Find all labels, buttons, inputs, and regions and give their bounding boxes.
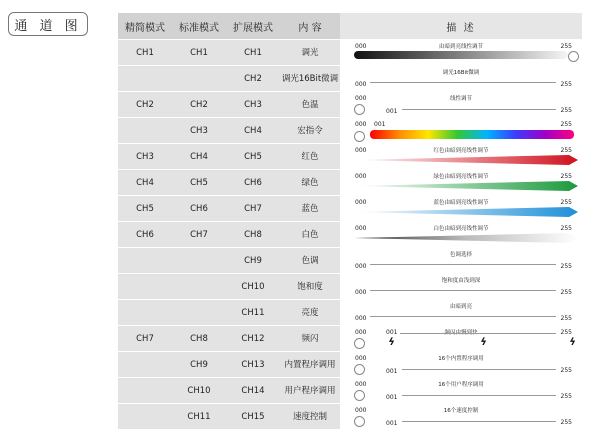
range-line bbox=[402, 369, 556, 370]
color-gradient-wedge bbox=[354, 207, 578, 217]
description-label bbox=[340, 328, 582, 336]
cell-content: 宏指令 bbox=[280, 118, 340, 144]
cell-content: 色调 bbox=[280, 248, 340, 274]
cell-standard: CH10 bbox=[172, 378, 226, 404]
header-simple-mode: 精简模式 bbox=[118, 13, 172, 40]
color-gradient-wedge bbox=[354, 155, 578, 165]
cell-content: 用户程序调用 bbox=[280, 378, 340, 404]
table-row bbox=[118, 404, 582, 430]
header-content: 内 容 bbox=[280, 13, 340, 40]
cell-content: 蓝色 bbox=[280, 196, 340, 222]
description-label: 红色由暗到亮线性调节 bbox=[433, 148, 489, 154]
description-label: 16个用户程序调用 bbox=[438, 382, 484, 388]
max-value: 255 bbox=[560, 43, 572, 50]
lightning-fast-icon: ϟ bbox=[568, 337, 578, 348]
cell-extended: CH13 bbox=[226, 352, 280, 378]
table-row bbox=[118, 274, 582, 300]
cell-content: 频闪 bbox=[280, 326, 340, 352]
max-value: 255 bbox=[560, 173, 572, 180]
cell-extended: CH8 bbox=[226, 222, 280, 248]
cell-extended: CH12 bbox=[226, 326, 280, 352]
max-value: 255 bbox=[560, 367, 572, 374]
channel-table bbox=[118, 13, 582, 430]
cell-description bbox=[340, 352, 582, 378]
cell-extended: CH6 bbox=[226, 170, 280, 196]
rainbow-gradient-bar bbox=[370, 130, 574, 139]
cell-extended: CH14 bbox=[226, 378, 280, 404]
cell-simple bbox=[118, 66, 172, 92]
table-row bbox=[118, 300, 582, 326]
min-value: 000 bbox=[355, 173, 367, 180]
cell-content: 速度控制 bbox=[280, 404, 340, 430]
table-row bbox=[118, 66, 582, 92]
range-line bbox=[370, 264, 556, 265]
cell-content: 色温 bbox=[280, 92, 340, 118]
start-circle-icon bbox=[354, 338, 365, 349]
table-row bbox=[118, 170, 582, 196]
table-row bbox=[118, 326, 582, 352]
cell-description bbox=[340, 66, 582, 92]
table-row bbox=[118, 40, 582, 66]
cell-standard: CH7 bbox=[172, 222, 226, 248]
max-value: 255 bbox=[560, 263, 572, 270]
description-label: 饱和度由浅到深 bbox=[441, 278, 481, 284]
table-row bbox=[118, 248, 582, 274]
step-value: 001 bbox=[386, 368, 398, 375]
cell-description bbox=[340, 300, 582, 326]
cell-description bbox=[340, 222, 582, 248]
cell-description bbox=[340, 40, 582, 66]
cell-extended: CH1 bbox=[226, 40, 280, 66]
header-row bbox=[118, 13, 582, 40]
cell-description bbox=[340, 248, 582, 274]
description-label: 16个内置程序调用 bbox=[438, 356, 484, 362]
range-line bbox=[370, 316, 556, 317]
cell-simple: CH4 bbox=[118, 170, 172, 196]
cell-simple bbox=[118, 404, 172, 430]
start-circle-icon bbox=[354, 364, 365, 375]
min-value: 000 bbox=[355, 199, 367, 206]
cell-extended: CH7 bbox=[226, 196, 280, 222]
max-value: 255 bbox=[560, 147, 572, 154]
table-row bbox=[118, 92, 582, 118]
cell-simple bbox=[118, 352, 172, 378]
dim-gradient-bar bbox=[354, 51, 568, 59]
cell-content: 调光16Bit微调 bbox=[280, 66, 340, 92]
cell-description bbox=[340, 118, 582, 144]
color-gradient-wedge bbox=[354, 181, 578, 191]
step-value: 001 bbox=[386, 394, 398, 401]
min-value: 000 bbox=[355, 381, 367, 388]
max-value: 255 bbox=[560, 393, 572, 400]
cell-description bbox=[340, 404, 582, 430]
cell-extended: CH2 bbox=[226, 66, 280, 92]
cell-description bbox=[340, 196, 582, 222]
cell-content: 内置程序调用 bbox=[280, 352, 340, 378]
cell-description bbox=[340, 144, 582, 170]
cell-standard: CH3 bbox=[172, 118, 226, 144]
cell-extended: CH3 bbox=[226, 92, 280, 118]
description-label: 蓝色由暗到亮线性调节 bbox=[433, 200, 489, 206]
min-value: 000 bbox=[355, 121, 367, 128]
cell-simple: CH2 bbox=[118, 92, 172, 118]
slider-knob-icon bbox=[568, 51, 579, 62]
cell-simple: CH5 bbox=[118, 196, 172, 222]
range-line bbox=[402, 109, 556, 110]
table-row bbox=[118, 378, 582, 404]
cell-content: 白色 bbox=[280, 222, 340, 248]
table-row bbox=[118, 352, 582, 378]
description-label: 由暗到亮线性调节 bbox=[438, 44, 483, 50]
cell-standard: CH2 bbox=[172, 92, 226, 118]
max-value: 255 bbox=[560, 419, 572, 426]
cell-standard: CH4 bbox=[172, 144, 226, 170]
max-value: 255 bbox=[560, 81, 572, 88]
max-value: 255 bbox=[560, 121, 572, 128]
table-row bbox=[118, 196, 582, 222]
table-row bbox=[118, 144, 582, 170]
cell-standard: CH1 bbox=[172, 40, 226, 66]
cell-description bbox=[340, 326, 582, 352]
cell-simple: CH1 bbox=[118, 40, 172, 66]
max-value: 255 bbox=[560, 315, 572, 322]
table-row bbox=[118, 118, 582, 144]
header-standard-mode: 标准模式 bbox=[172, 13, 226, 40]
step-value: 001 bbox=[386, 329, 398, 336]
min-value: 000 bbox=[355, 95, 367, 102]
description-label: 调光16Bit微调 bbox=[442, 70, 480, 76]
range-line bbox=[370, 290, 556, 291]
cell-simple bbox=[118, 378, 172, 404]
cell-simple bbox=[118, 274, 172, 300]
description-label: 线性调节 bbox=[449, 96, 472, 102]
range-line bbox=[402, 395, 556, 396]
min-value: 000 bbox=[355, 81, 367, 88]
lightning-slow-icon: ϟ bbox=[386, 337, 396, 348]
step-value: 001 bbox=[374, 121, 386, 128]
cell-content: 调光 bbox=[280, 40, 340, 66]
cell-simple bbox=[118, 118, 172, 144]
range-line bbox=[402, 421, 556, 422]
min-value: 000 bbox=[355, 315, 367, 322]
min-value: 000 bbox=[355, 43, 367, 50]
cell-extended: CH5 bbox=[226, 144, 280, 170]
cell-content: 绿色 bbox=[280, 170, 340, 196]
cell-standard: CH5 bbox=[172, 170, 226, 196]
header-extended-mode: 扩展模式 bbox=[226, 13, 280, 40]
max-value: 255 bbox=[560, 107, 572, 114]
max-value: 255 bbox=[560, 289, 572, 296]
cell-description bbox=[340, 274, 582, 300]
range-line bbox=[400, 333, 556, 334]
cell-extended: CH9 bbox=[226, 248, 280, 274]
step-value: 001 bbox=[386, 108, 398, 115]
cell-standard: CH6 bbox=[172, 196, 226, 222]
description-label: 绿色由暗到亮线性调节 bbox=[433, 174, 489, 180]
table-row bbox=[118, 222, 582, 248]
min-value: 000 bbox=[355, 225, 367, 232]
cell-content: 饱和度 bbox=[280, 274, 340, 300]
description-label: 由暗到亮 bbox=[449, 304, 472, 310]
start-circle-icon bbox=[354, 104, 365, 115]
cell-extended: CH4 bbox=[226, 118, 280, 144]
max-value: 255 bbox=[560, 199, 572, 206]
cell-simple: CH7 bbox=[118, 326, 172, 352]
cell-standard bbox=[172, 248, 226, 274]
range-line bbox=[370, 82, 556, 83]
min-value: 000 bbox=[355, 289, 367, 296]
cell-standard bbox=[172, 274, 226, 300]
min-value: 000 bbox=[355, 407, 367, 414]
cell-simple: CH3 bbox=[118, 144, 172, 170]
max-value: 255 bbox=[560, 329, 572, 336]
cell-standard bbox=[172, 300, 226, 326]
description-label: 16个速度控制 bbox=[443, 408, 479, 414]
cell-simple: CH6 bbox=[118, 222, 172, 248]
cell-extended: CH10 bbox=[226, 274, 280, 300]
cell-standard: CH9 bbox=[172, 352, 226, 378]
channel-diagram-tag: 通 道 图 bbox=[8, 12, 88, 36]
min-value: 000 bbox=[355, 263, 367, 270]
cell-description bbox=[340, 92, 582, 118]
cell-extended: CH11 bbox=[226, 300, 280, 326]
cell-content: 红色 bbox=[280, 144, 340, 170]
header-description: 描 述 bbox=[340, 13, 582, 40]
lightning-mid-icon: ϟ bbox=[478, 337, 488, 348]
max-value: 255 bbox=[560, 225, 572, 232]
start-circle-icon bbox=[354, 416, 365, 427]
start-circle-icon bbox=[354, 390, 365, 401]
min-value: 000 bbox=[355, 355, 367, 362]
step-value: 001 bbox=[386, 420, 398, 427]
cell-standard: CH11 bbox=[172, 404, 226, 430]
cell-simple bbox=[118, 248, 172, 274]
cell-content: 亮度 bbox=[280, 300, 340, 326]
description-label: 色调选择 bbox=[449, 252, 472, 258]
cell-description bbox=[340, 170, 582, 196]
cell-standard: CH8 bbox=[172, 326, 226, 352]
description-label: 白色由暗到亮线性调节 bbox=[433, 226, 489, 232]
cell-extended: CH15 bbox=[226, 404, 280, 430]
min-value: 000 bbox=[355, 329, 367, 336]
min-value: 000 bbox=[355, 147, 367, 154]
cell-description bbox=[340, 378, 582, 404]
color-gradient-wedge bbox=[354, 233, 578, 243]
start-circle-icon bbox=[354, 131, 365, 142]
cell-simple bbox=[118, 300, 172, 326]
cell-standard bbox=[172, 66, 226, 92]
